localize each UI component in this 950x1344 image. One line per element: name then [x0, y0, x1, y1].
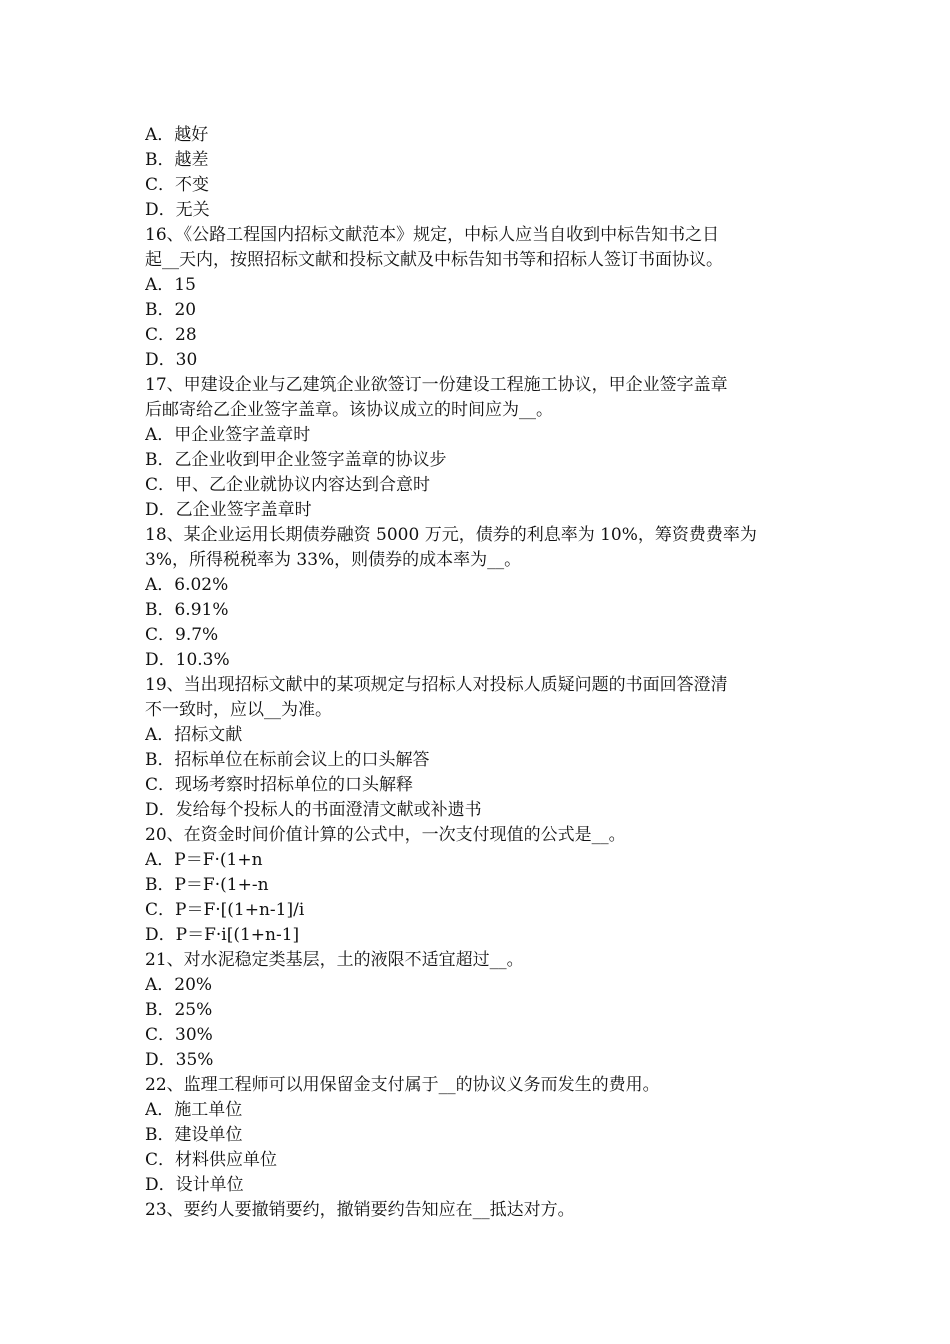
text-line: D．乙企业签字盖章时	[145, 500, 312, 520]
text-line: C．30%	[145, 1025, 213, 1045]
text-line: D．30	[145, 350, 198, 370]
text-line: 起__天内，按照招标文献和投标文献及中标告知书等和招标人签订书面协议。	[145, 250, 723, 270]
text-line: B．乙企业收到甲企业签字盖章的协议步	[145, 450, 447, 470]
text-line: B．建设单位	[145, 1125, 243, 1145]
text-line: B．6.91%	[145, 600, 229, 620]
text-line: C．材料供应单位	[145, 1150, 278, 1170]
text-line: A．越好	[145, 125, 209, 145]
text-line: 16、《公路工程国内招标文献范本》规定，中标人应当自收到中标告知书之日	[145, 225, 720, 245]
text-line: 21、对水泥稳定类基层，土的液限不适宜超过__。	[145, 950, 524, 970]
document-body	[145, 123, 815, 1223]
text-line: A．施工单位	[145, 1100, 243, 1120]
text-line: B．20	[145, 300, 197, 320]
text-line: A．P＝F·(1+n	[145, 850, 263, 870]
text-line: D．P＝F·i[(1+n-1]	[145, 925, 300, 945]
text-line: C．P＝F·[(1+n-1]/i	[145, 900, 305, 920]
text-line: B．越差	[145, 150, 209, 170]
text-line: C．28	[145, 325, 197, 345]
text-line: 18、某企业运用长期债券融资 5000 万元，债券的利息率为 10%，筹资费费率为	[145, 525, 757, 545]
text-line: D．设计单位	[145, 1175, 244, 1195]
text-line: C．现场考察时招标单位的口头解释	[145, 775, 414, 795]
text-line: B．25%	[145, 1000, 213, 1020]
text-line: D．发给每个投标人的书面澄清文献或补遗书	[145, 800, 482, 820]
text-line: D．无关	[145, 200, 210, 220]
text-line: 后邮寄给乙企业签字盖章。该协议成立的时间应为__。	[145, 400, 553, 420]
text-line: 不一致时，应以__为准。	[145, 700, 332, 720]
text-line: A．6.02%	[145, 575, 229, 595]
text-line: 17、甲建设企业与乙建筑企业欲签订一份建设工程施工协议，甲企业签字盖章	[145, 375, 728, 395]
text-line: C．不变	[145, 175, 210, 195]
text-line: D．35%	[145, 1050, 214, 1070]
text-line: B．招标单位在标前会议上的口头解答	[145, 750, 430, 770]
text-line: 3%，所得税税率为 33%，则债券的成本率为__。	[145, 550, 522, 570]
text-line: 23、要约人要撤销要约，撤销要约告知应在__抵达对方。	[145, 1200, 575, 1220]
text-line: 20、在资金时间价值计算的公式中，一次支付现值的公式是__。	[145, 825, 626, 845]
text-line: A．20%	[145, 975, 213, 995]
text-line: 19、当出现招标文献中的某项规定与招标人对投标人质疑问题的书面回答澄清	[145, 675, 728, 695]
text-line: C．9.7%	[145, 625, 219, 645]
text-line: C．甲、乙企业就协议内容达到合意时	[145, 475, 431, 495]
text-line: B．P＝F·(1+-n	[145, 875, 269, 895]
text-line: D．10.3%	[145, 650, 230, 670]
text-line: A．甲企业签字盖章时	[145, 425, 311, 445]
text-line: 22、监理工程师可以用保留金支付属于__的协议义务而发生的费用。	[145, 1075, 660, 1095]
text-line: A．招标文献	[145, 725, 243, 745]
text-line: A．15	[145, 275, 196, 295]
